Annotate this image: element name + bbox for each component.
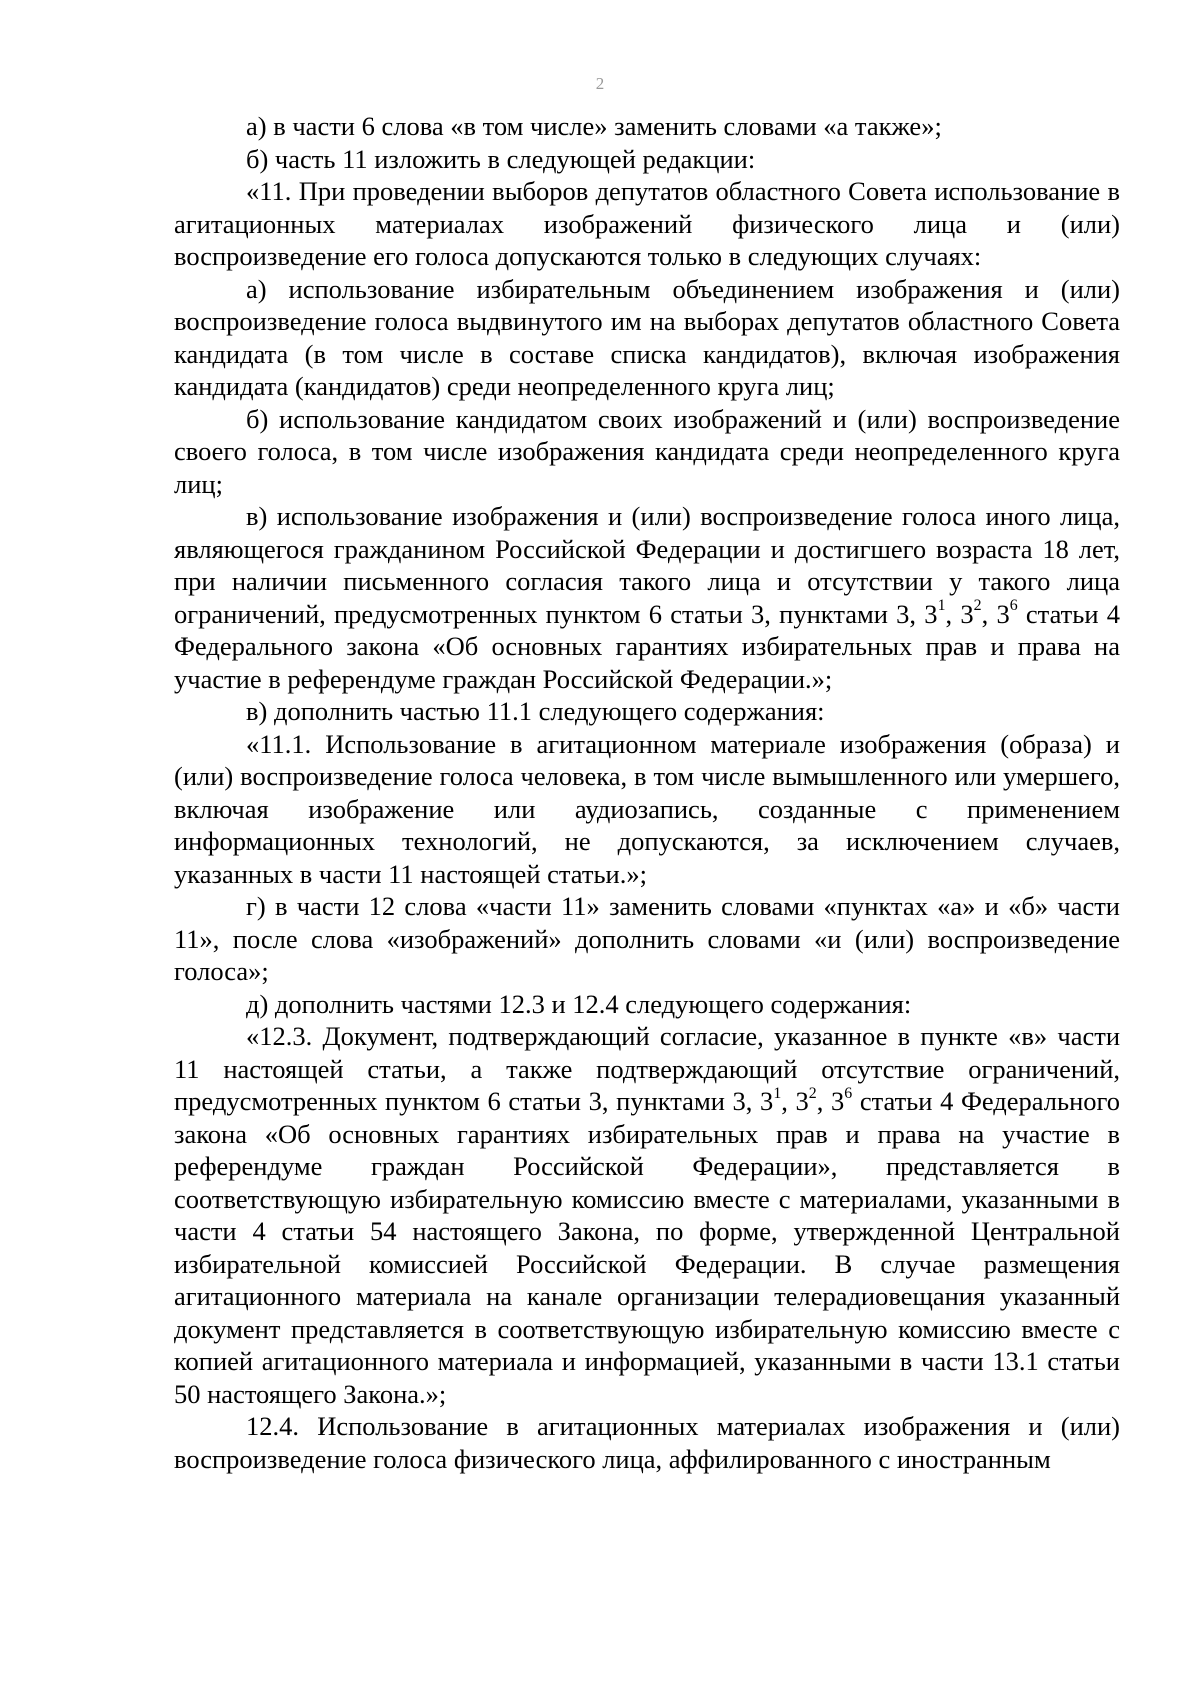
paragraph-text: , 3 — [981, 598, 1010, 629]
paragraph-amend-part-6 — [174, 110, 1120, 143]
paragraph-text: «11.1. Использование в агитационном материале изображения (образа) и (или) воспроизведение голоса человека, в том числе вымышленного или умершего, включая изображение или аудиозапись, созданные с применением информационных технологий, не допускаются, за исключением случаев, указанных в части 11 настоящей статьи.»; — [174, 728, 1120, 889]
superscript: 6 — [844, 1084, 853, 1102]
paragraph-text: статьи 4 Федерального закона «Об основных гарантиях избирательных прав и права на участие в референдуме граждан Российской Федерации.»; — [174, 598, 1121, 694]
paragraph-text: б) использование кандидатом своих изображений и (или) воспроизведение своего голоса, в том числе изображения кандидата среди неопределенного круга лиц; — [174, 403, 1120, 499]
paragraph-text: , 3 — [816, 1086, 845, 1116]
paragraph-amend-part-11 — [174, 143, 1120, 176]
paragraph-part-11-1-text — [174, 728, 1120, 891]
paragraph-text: «12.3. Документ, подтверждающий согласие, указанное в пункте «в» части 11 настоящей статьи, а также подтверждающий отсутствие ограничений, предусмотренных пунктом 6 статьи 3, пунктами 3, 3 — [174, 1021, 1120, 1116]
superscript: 2 — [808, 1084, 817, 1102]
paragraph-text: в) использование изображения и (или) воспроизведение голоса иного лица, являющегося гражданином Российской Федерации и достигшего возраста 18 лет, при наличии письменного согласия такого лица и отсутствии у такого лица ограничений, предусмотренных пунктом 6 статьи 3, пунктами 3, 3 — [174, 501, 1120, 629]
paragraph-part-11-text — [174, 175, 1120, 273]
paragraph-part-11-item-a — [174, 273, 1120, 403]
paragraph-text: а) в части 6 слова «в том числе» заменить словами «а также»; — [246, 111, 942, 141]
superscript: 2 — [973, 597, 982, 615]
paragraph-text: д) дополнить частями 12.3 и 12.4 следующего содержания: — [246, 988, 912, 1019]
document-body — [174, 110, 1120, 1475]
paragraph-amend-part-12 — [174, 890, 1120, 988]
paragraph-part-11-item-b — [174, 403, 1120, 501]
paragraph-text: в) дополнить частью 11.1 следующего содержания: — [246, 696, 825, 726]
paragraph-add-parts-12-3-12-4 — [174, 988, 1120, 1021]
paragraph-text: б) часть 11 изложить в следующей редакции: — [246, 143, 756, 174]
superscript: 1 — [937, 597, 946, 615]
paragraph-text: «11. При проведении выборов депутатов областного Совета использование в агитационных материалах изображений физического лица и (или) воспроизведение его голоса допускаются только в следующих случаях: — [174, 176, 1120, 271]
page-number: 2 — [595, 74, 605, 93]
paragraph-text: а) использование избирательным объединением изображения и (или) воспроизведение голоса выдвинутого им на выборах депутатов областного Совета кандидата (в том числе в составе списка кандидатов), включая изображения кандидата (кандидатов) среди неопределенного круга лиц; — [174, 273, 1120, 401]
paragraph-text: 12.4. Использование в агитационных материалах изображения и (или) воспроизведение голоса физического лица, аффилированного с иностранным — [174, 1411, 1120, 1474]
paragraph-text: , 3 — [945, 598, 974, 629]
paragraph-text: , 3 — [781, 1086, 809, 1116]
paragraph-add-part-11-1 — [174, 695, 1120, 728]
paragraph-part-11-item-v — [174, 500, 1120, 695]
superscript: 1 — [773, 1084, 782, 1102]
paragraph-text: г) в части 12 слова «части 11» заменить словами «пунктах «а» и «б» части 11», после слова «изображений» дополнить словами «и (или) воспроизведение голоса»; — [174, 891, 1120, 986]
superscript: 6 — [1009, 597, 1018, 615]
paragraph-part-12-4-text — [174, 1410, 1120, 1475]
paragraph-part-12-3-text — [174, 1020, 1120, 1410]
paragraph-text: статьи 4 Федерального закона «Об основных гарантиях избирательных прав и права на участие в референдуме граждан Российской Федерации», представляется в соответствующую избирательную комиссию вместе с материалами, указанными в части 4 статьи 54 настоящего Закона, по форме, утвержденной Центральной избирательной комиссией Российской Федерации. В случае размещения агитационного материала на канале организации телерадиовещания указанный документ представляется в соответствующую избирательную комиссию вместе с копией агитационного материала и информацией, указанными в части 13.1 статьи 50 настоящего Закона.»; — [174, 1086, 1121, 1409]
